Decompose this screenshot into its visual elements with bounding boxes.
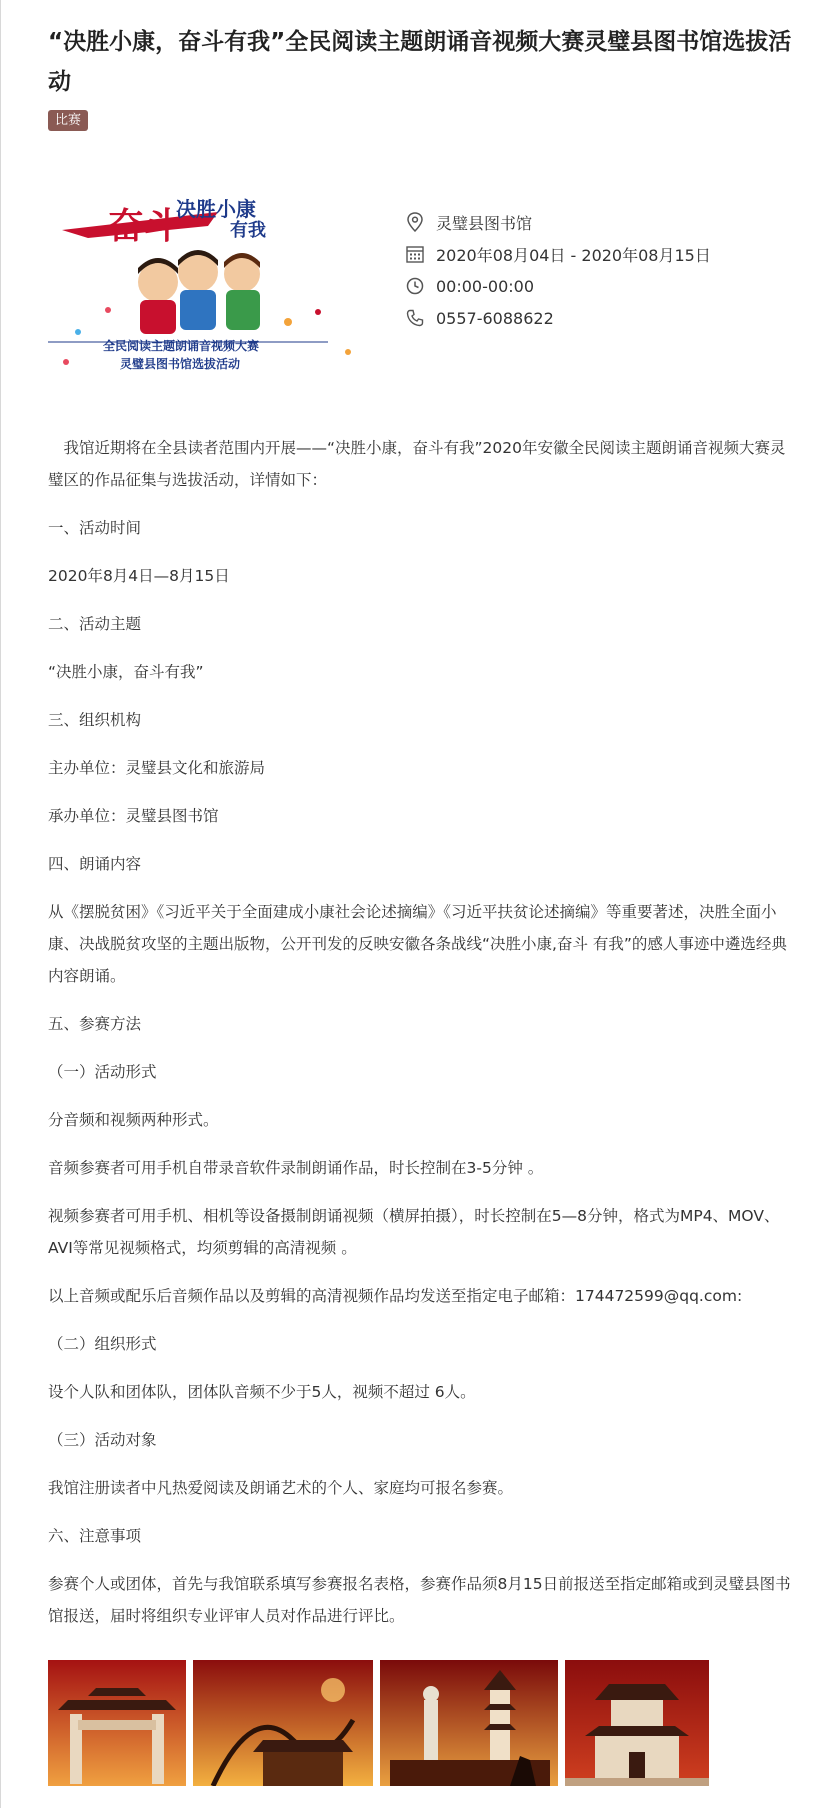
phone-icon [404,307,426,329]
intro-paragraph: 我馆近期将在全县读者范围内开展——“决胜小康，奋斗有我”2020年安徽全民阅读主题朗诵音视频大赛灵璧区的作品征集与选拔活动，详情如下： [48,439,786,489]
info-time [404,270,794,302]
paragraph: 以上音频或配乐后音频作品以及剪辑的高清视频作品均发送至指定电子邮箱：174472599@qq.com: [48,1287,743,1305]
poster-children [75,250,321,335]
info-time-text: 00:00-00:00 [436,276,534,296]
paragraph: 从《摆脱贫困》《习近平关于全面建成小康社会论述摘编》《习近平扶贫论述摘编》等重要著述，决胜全面小康、决战脱贫攻坚的主题出版物，公开刊发的反映安徽各条战线“决胜小康,奋斗 有我”的感人事迹中遴选经典内容朗诵。 [48,903,787,985]
subsection-heading: （二）组织形式 [48,1335,157,1353]
subsection-heading: （一）活动形式 [48,1063,157,1081]
paragraph: 视频参赛者可用手机、相机等设备摄制朗诵视频（横屏拍摄），时长控制在5—8分钟，格式为MP4、MOV、AVI等常见视频格式，均须剪辑的高清视频 。 [48,1207,780,1257]
banner-panel-sculpture [193,1660,373,1786]
section-heading: 四、朗诵内容 [48,855,142,873]
banner-panel-pagoda [380,1660,558,1786]
info-location-text: 灵璧县图书馆 [436,213,533,233]
info-location [404,206,794,238]
paragraph: “决胜小康，奋斗有我” [48,663,204,681]
bottom-banner-image [48,1660,794,1786]
poster-art [48,192,378,398]
paragraph: 参赛个人或团体，首先与我馆联系填写参赛报名表格，参赛作品须8月15日前报送至指定邮箱或到灵璧县图书馆报送，届时将组织专业评审人员对作品进行评比。 [48,1575,791,1625]
info-phone [404,302,794,334]
banner-panel-hall [565,1660,709,1786]
category-badge[interactable]: 比赛 [48,110,88,131]
paragraph: 分音频和视频两种形式。 [48,1111,219,1129]
section-heading: 二、活动主题 [48,615,142,633]
poster-line2: 有我 [230,220,266,241]
poster-caption2: 灵璧县图书馆选拔活动 [120,357,241,371]
paragraph: 设个人队和团体队，团体队音频不少于5人，视频不超过 6人。 [48,1383,476,1401]
paragraph: 2020年8月4日—8月15日 [48,567,230,585]
location-pin-icon [404,211,426,233]
section-heading: 三、组织机构 [48,711,142,729]
paragraph: 我馆注册读者中凡热爱阅读及朗诵艺术的个人、家庭均可报名参赛。 [48,1479,514,1497]
info-date-text: 2020年08月04日 - 2020年08月15日 [436,245,711,265]
poster-big-text: 奋斗 [108,206,181,247]
banner-panel-gate [48,1660,186,1786]
info-date [404,238,794,270]
subsection-heading: （三）活动对象 [48,1431,157,1449]
calendar-icon [404,243,426,265]
clock-icon [404,275,426,297]
article-title: “决胜小康，奋斗有我”全民阅读主题朗诵音视频大赛灵璧县图书馆选拔活动 [48,29,792,95]
info-phone-text: 0557-6088622 [436,308,554,328]
poster-caption1: 全民阅读主题朗诵音视频大赛 [103,339,260,353]
section-heading: 六、注意事项 [48,1527,142,1545]
event-info [404,206,794,334]
section-heading: 一、活动时间 [48,519,142,537]
section-heading: 五、参赛方法 [48,1015,142,1033]
paragraph: 承办单位：灵璧县图书馆 [48,807,219,825]
page-left-border [0,0,1,1808]
paragraph: 主办单位：灵璧县文化和旅游局 [48,759,266,777]
poster-line1: 决胜小康 [176,197,256,221]
article-body [48,432,794,1648]
event-poster [48,192,378,398]
paragraph: 音频参赛者可用手机自带录音软件录制朗诵作品，时长控制在3-5分钟 。 [48,1159,544,1177]
